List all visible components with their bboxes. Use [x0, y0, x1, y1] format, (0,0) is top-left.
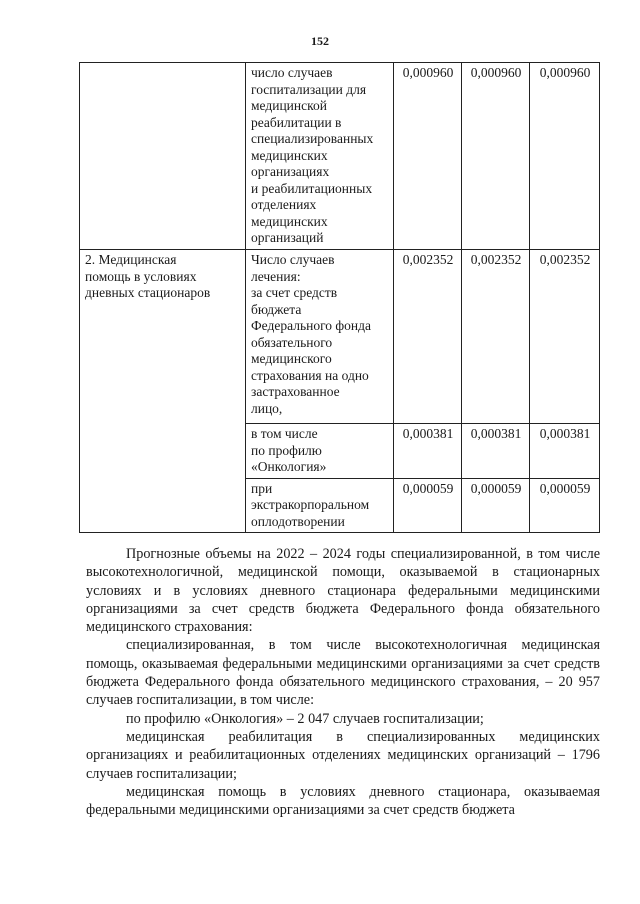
section-cell	[80, 250, 246, 533]
statistics-table	[79, 62, 600, 533]
indicator-cell	[246, 63, 394, 250]
indicator-cell	[246, 424, 394, 479]
indicator-label: при экстракорпоральном оплодотворении	[251, 480, 370, 529]
value-2024-cell: 0,000960	[530, 63, 600, 250]
section-cell	[80, 63, 246, 250]
value-2022-cell: 0,000059	[394, 478, 462, 533]
value-2023-cell: 0,000960	[462, 63, 530, 250]
value-2023-cell: 0,000381	[462, 424, 530, 479]
paragraph: медицинская помощь в условиях дневного стационара, оказываемая федеральными медицинскими организациями за счет средств бюджета	[86, 783, 600, 819]
value-2024-cell: 0,002352	[530, 250, 600, 424]
value-2024-cell: 0,000381	[530, 424, 600, 479]
paragraph: по профилю «Онкология» – 2 047 случаев госпитализации;	[126, 710, 484, 727]
value-2022-cell: 0,000381	[394, 424, 462, 479]
indicator-cell	[246, 478, 394, 533]
indicator-label: число случаев госпитализации для медицинской реабилитации в специализированных медицинских организациях и реабилитационных отделениях медицинских организаций	[251, 65, 374, 245]
body-text	[86, 545, 600, 819]
indicator-label: в том числе по профилю «Онкология»	[251, 426, 327, 474]
page-number: 152	[311, 34, 329, 48]
value-2023-cell: 0,002352	[462, 250, 530, 424]
section-label: 2. Медицинская помощь в условиях дневных стационаров	[85, 252, 211, 300]
value-2022-cell: 0,002352	[394, 250, 462, 424]
indicator-label: Число случаев лечения: за счет средств бюджета Федерального фонда обязательного медицинского страхования на одно застрахованное лицо,	[251, 252, 371, 416]
paragraph: Прогнозные объемы на 2022 – 2024 годы специализированной, в том числе высокотехнологичной, медицинской помощи, оказываемой в стационарных условиях и в условиях дневного стационара федеральными медицинскими организациями за счет средств бюджета Федерального фонда обязательного медицинского страхования:	[86, 546, 600, 636]
value-2022-cell: 0,000960	[394, 63, 462, 250]
value-2024-cell: 0,000059	[530, 478, 600, 533]
table-row	[80, 250, 600, 424]
paragraph: медицинская реабилитация в специализированных медицинских организациях и реабилитационных отделениях медицинских организаций – 1796 случаев госпитализации;	[86, 728, 600, 782]
value-2023-cell: 0,000059	[462, 478, 530, 533]
indicator-cell	[246, 250, 394, 424]
paragraph: специализированная, в том числе высокотехнологичная медицинская помощь, оказываемая федеральными медицинскими организациями за счет средств бюджета Федерального фонда обязательного медицинского страхования, – 20 957 случаев госпитализации, в том числе:	[86, 637, 600, 709]
table-row	[80, 63, 600, 250]
